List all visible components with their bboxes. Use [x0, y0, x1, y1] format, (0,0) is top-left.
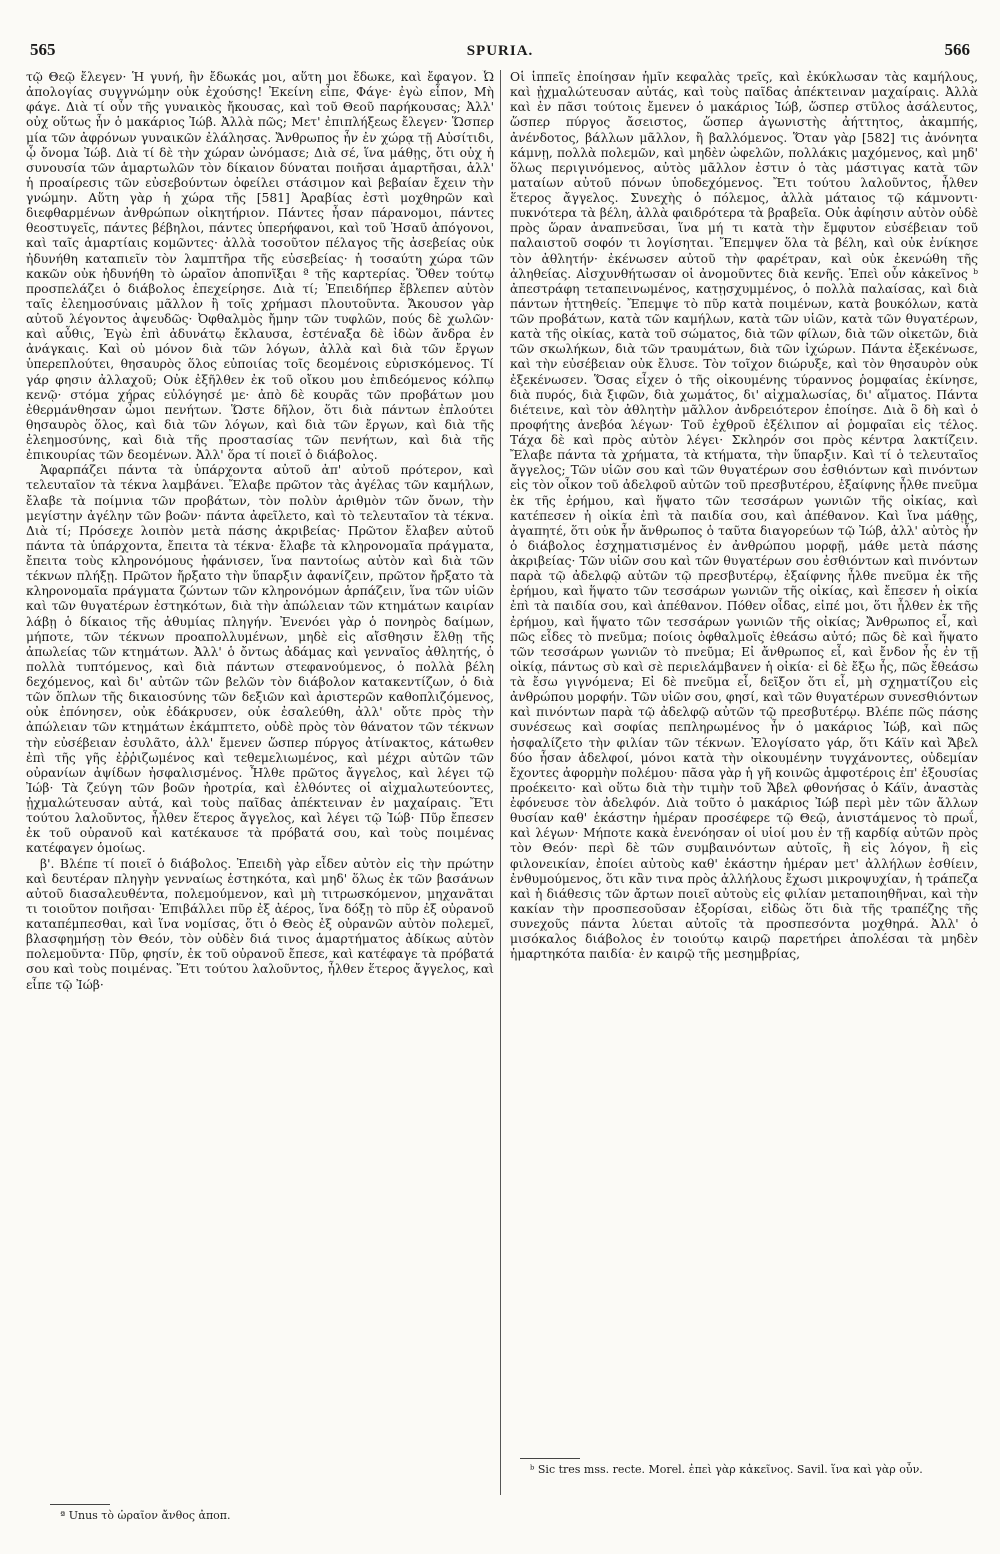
running-header	[30, 40, 970, 66]
page-number-left: 565	[30, 40, 56, 59]
left-paragraph: τῷ Θεῷ ἔλεγεν· Ἡ γυνή, ἣν ἔδωκάς μοι, αὕτη μοι ἔδωκε, καὶ ἔφαγον. Ὦ ἀπολογίας συγγνώμην οὐκ ἐχούσης! Ἐκείνη εἶπε, Φάγε· ἐγὼ εἶπον, Μὴ φάγε. Διὰ τί οὖν τῆς γυναικὸς ἤκουσας, καὶ τοῦ Θεοῦ παρήκουσας; Ἀλλ' οὐχ οὕτως ἦν ὁ μακάριος Ἰώβ. Ἀλλὰ πῶς; Μετ' ἐπιπλήξεως ἔλεγεν· Ὥσπερ μία τῶν ἀφρόνων γυναικῶν ἐλάλησας. Ἄνθρωπος ἦν ἐν χώρᾳ τῇ Αὐσίτιδι, ᾧ ὄνομα Ἰώβ. Διὰ τί δὲ τὴν χώραν ὠνόμασε; Διὰ σέ, ἵνα μάθῃς, ὅτι οὐχ ἡ συνουσία τῶν ἁμαρτωλῶν τὸν δίκαιον δύναται ποιῆσαι ἁμαρτῆσαι, ἀλλ' ἡ προαίρεσις τῶν εὐσεβούντων ὀφείλει στάσιμον καὶ βεβαίαν ἔχειν τὴν γνώμην. Αὕτη γὰρ ἡ χώρα τῆς [581] Ἀραβίας ἐστὶ μοχθηρῶν καὶ διεφθαρμένων ἀνθρώπων οἰκητήριον. Πάντες ἦσαν πάρανομοι, πάντες θεοστυγεῖς, πάντες βέβηλοι, πάντες ὑπερήφανοι, καὶ τοῦ Ἠσαῦ ἀπόγονοι, καὶ ταῖς ἁμαρτίαις κομῶντες· ἀλλὰ τοσοῦτον πέλαγος τῆς ἀσεβείας οὐκ ἠδυνήθη καταπιεῖν τὸν λαμπτῆρα τῆς εὐσεβείας· ἡ τοσαύτη χώρα τῶν κακῶν οὐκ ἠδυνήθη τὸ ὡραῖον ἀποπνῖξαι ª τῆς καρτερίας. Ὅθεν τούτῳ προσπελάζει ὁ διάβολος ἐπεχείρησε. Διὰ τί; Ἐπειδήπερ ἔβλεπεν αὐτὸν ταῖς ἐλεημοσύναις μᾶλλον ἢ τοῖς χρήμασι πλουτοῦντα. Ἄκουσον γὰρ αὐτοῦ λέγοντος ἀψευδῶς· Ὀφθαλμὸς ἤμην τῶν τυφλῶν, πούς δὲ χωλῶν· καὶ αὖθις, Ἐγὼ ἐπὶ ἀδυνάτῳ ἔκλαυσα, ἐστέναξα δὲ ἰδὼν ἄνδρα ἐν ἀνάγκαις. Καὶ οὐ μόνον διὰ τῶν λόγων, ἀλλὰ καὶ διὰ τῶν ἔργων ὑπερεπλούτει, θησαυρὸς ὅλος εὐποιίας τοῖς δεομένοις εὑρισκόμενος. Τί γάρ φησιν ἀλλαχοῦ; Οὐκ ἐξῆλθεν ἐκ τοῦ οἴκου μου ἐπιδεόμενος κόλπῳ κενῷ· στόμα χήρας εὐλόγησέ με· ἀπὸ δὲ κουρᾶς τῶν προβάτων μου ἐθερμάνθησαν ὦμοι πενήτων. Ὥστε δῆλον, ὅτι διὰ πάντων ἐπλούτει θησαυρὸς ὅλος, καὶ διὰ τῶν λόγων, καὶ διὰ τῶν ἔργων, καὶ διὰ τῆς ἐλεημοσύνης, καὶ διὰ τῆς προστασίας τῶν πενήτων, καὶ διὰ τῆς ἐπικουρίας τῶν δεομένων. Ἀλλ' ὅρα τί ποιεῖ ὁ διάβολος.	[26, 70, 494, 463]
right-column	[510, 70, 978, 1465]
running-title: SPURIA.	[466, 43, 534, 59]
column-divider	[500, 70, 501, 1495]
footnote-rule-right	[520, 1458, 580, 1459]
footnote-left: ª Unus τὸ ὡραῖον ἄνθος ἀποπ.	[60, 1509, 231, 1522]
page-number-right: 566	[944, 40, 970, 59]
right-paragraph: Οἱ ἱππεῖς ἐποίησαν ἡμῖν κεφαλὰς τρεῖς, καὶ ἐκύκλωσαν τὰς καμήλους, καὶ ᾐχμαλώτευσαν αὐτάς, καὶ τοὺς παῖδας ἀπέκτειναν μαχαίραις. Ἀλλὰ καὶ ἐν πᾶσι τούτοις ἔμενεν ὁ μακάριος Ἰώβ, ὥσπερ στῦλος ἀσάλευτος, ὥσπερ πύργος ἄσειστος, ὥσπερ ἀγωνιστὴς ἀήττητος, ἀκαμπής, ἀνένδοτος, βάλλων μᾶλλον, ἢ βαλλόμενος. Ὅταν γὰρ [582] τις ἀνόνητα κάμνῃ, πολλὰ πολεμῶν, καὶ μηδὲν ὠφελῶν, πολλάκις μαχόμενος, καὶ μηδ' ὅλως περιγινόμενος, αὐτὸς μᾶλλον ἐστιν ὁ τὰς μάστιγας κατὰ τῶν ματαίων αὐτοῦ πόνων ὑποδεχόμενος. Ἔτι τούτου λαλοῦντος, ἦλθεν ἕτερος ἄγγελος. Συνεχὴς ὁ πόλεμος, ἀλλὰ μάταιος τῷ κάμνοντι· πυκνότερα τὰ βέλη, ἀλλὰ φαιδρότερα τὰ βραβεῖα. Οὐκ ἀφίησιν αὐτὸν οὐδὲ πρὸς ὥραν ἀναπνεῦσαι, ἵνα μή τι κατὰ τὴν ἔμφυτον εὐσέβειαν τοῦ παλαιστοῦ σοφόν τι λογίσηται. Ἔπεμψεν ὅλα τὰ βέλη, καὶ οὐκ ἐνίκησε τὸν ἀθλητήν· ἐκένωσεν αὐτοῦ τὴν φαρέτραν, καὶ οὐκ ἐκενώθη τῆς ἀληθείας. Αἰσχυνθήτωσαν οἱ ἀνομοῦντες διὰ κενῆς. Ἐπεὶ οὖν κἀκεῖνος ᵇ ἀπεστράφη τεταπεινωμένος, κατῃσχυμμένος, ὁ πολλὰ παλαίσας, καὶ διὰ πάντων ἡττηθείς. Ἔπεμψε τὸ πῦρ κατὰ ποιμένων, κατὰ βουκόλων, κατὰ τῶν προβάτων, κατὰ τῶν καμήλων, κατὰ τῶν υἱῶν, κατὰ τῶν θυγατέρων, κατὰ τῆς οἰκίας, κατὰ τοῦ σώματος, διὰ τῶν φίλων, διὰ τῶν οἰκετῶν, διὰ τῶν σκωλήκων, διὰ τῶν τραυμάτων, διὰ τῶν ἰχώρων. Πάντα ἐξεκένωσε, καὶ τὴν εὐσέβειαν οὐκ ἔλυσε. Τὸν τοῖχον διώρυξε, καὶ τὸν θησαυρὸν οὐκ ἐξεκένωσεν. Ὅσας εἶχεν ὁ τῆς οἰκουμένης τύραννος ῥομφαίας ἐκίνησε, διὰ πυρός, διὰ ξιφῶν, διὰ χωμάτος, δι' αἰχμαλωσίας, δι' αἵματος. Πάντα διέτεινε, καὶ τὸν ἀθλητὴν μᾶλλον ἀνδρειότερον ἐποίησε. Διὰ ὃ δὴ καὶ ὁ προφήτης ἀνεβόα λέγων· Τοῦ ἐχθροῦ ἐξέλιπον αἱ ῥομφαῖαι εἰς τέλος. Τάχα δὲ καὶ πρὸς αὐτὸν λέγει· Σκληρόν σοι πρὸς κέντρα λακτίζειν. Ἔλαβε πάντα τὰ χρήματα, τὰ κτήματα, τὴν ὕπαρξιν. Καὶ τί ὁ τελευταῖος ἄγγελος; Τῶν υἱῶν σου καὶ τῶν θυγατέρων σου ἐσθιόντων καὶ πινόντων εἰς τὸν οἶκον τοῦ ἀδελφοῦ αὐτῶν τοῦ πρεσβυτέρου, ἐξαίφνης ἦλθε πνεῦμα ἐκ τῆς ἐρήμου, καὶ ἥψατο τῶν τεσσάρων γωνιῶν τῆς οἰκίας, καὶ κατέπεσεν ἡ οἰκία ἐπὶ τὰ παιδία σου, καὶ ἀπέθανον. Καὶ ἵνα μάθῃς, ἀγαπητέ, ὅτι οὐκ ἦν ἄνθρωπος ὁ ταῦτα διαγορεύων τῷ Ἰώβ, ἀλλ' αὐτὸς ἦν ὁ διάβολος ἐσχηματισμένος ἐν ἀνθρώπου μορφῇ, μάθε μετὰ πάσης ἀκριβείας· Τῶν υἱῶν σου καὶ τῶν θυγατέρων σου ἐσθιόντων καὶ πινόντων παρὰ τῷ ἀδελφῷ αὐτῶν τῷ πρεσβυτέρῳ, ἐξαίφνης ἦλθε πνεῦμα ἐκ τῆς ἐρήμου, καὶ ἥψατο τῶν τεσσάρων γωνιῶν τῆς οἰκίας, καὶ ἔπεσεν ἡ οἰκία ἐπὶ τὰ παιδία σου, καὶ ἀπέθανον. Πόθεν οἶδας, εἰπέ μοι, ὅτι ἦλθεν ἐκ τῆς ἐρήμου, καὶ ἥψατο τῶν τεσσάρων γωνιῶν τῆς οἰκίας; Ἄνθρωπος εἶ, καὶ πῶς εἶδες τὸ πνεῦμα; ποίοις ὀφθαλμοῖς ἐθεάσω αὐτό; πῶς δὲ καὶ ἥψατο τῶν τεσσάρων γωνιῶν τὸ πνεῦμα; Εἰ ἄνθρωπος εἶ, καὶ ἔνδον ἦς ἐν τῇ οἰκίᾳ, πάντως σὺ καὶ σὲ περιελάμβανεν ἡ οἰκία· εἰ δὲ ἔξω ἦς, πῶς ἔθεάσω τὰ ἔσω γιγνόμενα; Εἰ δὲ πνεῦμα εἶ, δεῖξον ὅτι εἶ, μὴ σχηματίζου εἰς ἀνθρώπου μορφήν. Τῶν υἱῶν σου, φησί, καὶ τῶν θυγατέρων συνεσθιόντων καὶ πινόντων παρὰ τῷ ἀδελφῷ αὐτῶν τῷ πρεσβυτέρῳ. Βλέπε πῶς πάσης συνέσεως καὶ σοφίας πεπληρωμένος ἦν ὁ μακάριος Ἰώβ, καὶ πῶς ἠσφαλίζετο τὴν φιλίαν τῶν τέκνων. Ἐλογίσατο γάρ, ὅτι Κάϊν καὶ Ἄβελ δύο ἦσαν ἀδελφοί, μόνοι κατὰ τὴν οἰκουμένην τυγχάνοντες, οὐδεμίαν ἔχοντες ἀφορμὴν πολέμου· πᾶσα γὰρ ἡ γῆ κοινῶς ἀμφοτέροις ἐπ' ἐξουσίας προέκειτο· καὶ οὕτω διὰ τὴν τιμὴν τοῦ Ἄβελ φθονήσας ὁ Κάϊν, ἀναστὰς ἐφόνευσε τὸν ἀδελφόν. Διὰ τοῦτο ὁ μακάριος Ἰώβ περὶ μὲν τῶν ἄλλων θυσίαν καθ' ἑκάστην ἡμέραν προσέφερε τῷ Θεῷ, ἀνιστάμενος τὸ πρωΐ, καὶ λέγων· Μήποτε κακὰ ἐνενόησαν οἱ υἱοί μου ἐν τῇ καρδίᾳ αὐτῶν πρὸς τὸν Θεόν· περὶ δὲ τῶν συμβαινόντων αὐτοῖς, ἢ εἰς λόγον, ἢ εἰς φιλονεικίαν, ἐποίει αὐτοὺς καθ' ἑκάστην ἡμέραν μετ' ἀλλήλων ἐσθίειν, ἐνθυμούμενος, ὅτι κἂν τινα πρὸς ἀλλήλους ἔχωσι μικροψυχίαν, ἡ τράπεζα καὶ ἡ διάθεσις τῶν ἄρτων ποιεῖ αὐτοὺς εἰς φιλίαν μεταποιηθῆναι, καὶ τὴν κακίαν τὴν προσπεσοῦσαν ἐξορίσαι, εἰδὼς ὅτι διὰ τῆς τραπέζης τῆς συνεχοῦς πάντα λύεται αὐτοῖς τὰ προσπεσόντα μοχθηρά. Ἀλλ' ὁ μισόκαλος διάβολος ἐν τοιούτῳ καιρῷ παρετήρει ἀπολέσαι τὰ μηδὲν ἡμαρτηκότα παιδία· ἐν καιρῷ τῆς μεσημβρίας,	[510, 70, 978, 962]
left-paragraph: Ἁφαρπάζει πάντα τὰ ὑπάρχοντα αὐτοῦ ἀπ' αὐτοῦ πρότερον, καὶ τελευταῖον τὰ τέκνα λαμβάνει. Ἔλαβε πρῶτον τὰς ἀγέλας τῶν καμήλων, ἔλαβε τὰ ποίμνια τῶν προβάτων, τὸν πολὺν ἀριθμὸν τῶν ὄνων, τὴν μεγίστην ἀγέλην τῶν βοῶν· πάντα ἀφεῖλετο, καὶ τὸ τελευταῖον τὰ τέκνα. Διὰ τί; Πρόσεχε λοιπὸν μετὰ πάσης ἀκριβείας· Πρῶτον ἔλαβεν αὐτοῦ πάντα τὰ ὑπάρχοντα, ἔπειτα τὰ τέκνα· ἔλαβε τὰ κληρονομαῖα πράγματα, ἔπειτα τοὺς κληρονόμους ἠφάνισεν, ἵνα παντοίως αὐτὸν καὶ διὰ τῶν τέκνων πλήξῃ. Πρῶτον ἤρξατο τὴν ὕπαρξιν ἀφανίζειν, πρῶτον ἤρξατο τὰ κληρονομαῖα πράγματα ζώντων τῶν κληρονόμων ἁρπάζειν, ἵνα τῶν υἱῶν καὶ τῶν θυγατέρων ἐστηκότων, διὰ τὴν ἀπώλειαν τῶν κτημάτων καιρίαν λάβῃ ὁ δίκαιος τῆς ἀθυμίας πληγήν. Ἐνενόει γὰρ ὁ πονηρὸς δαίμων, μήποτε, τῶν τέκνων προαπολλυμένων, μηδὲ εἰς αἴσθησιν ἔλθῃ τῆς ἀπωλείας τῶν κτημάτων. Ἀλλ' ὁ ὄντως ἀδάμας καὶ γενναῖος ἀθλητής, ὁ πολλὰ τυπτόμενος, καὶ διὰ πάντων στεφανούμενος, ὁ πολλὰ βέλη δεχόμενος, καὶ δι' αὐτῶν τῶν βελῶν τὸν διάβολον κατακεντίζων, ὁ διὰ τῶν ὅπλων τῆς δικαιοσύνης τῶν δεξιῶν καὶ ἀριστερῶν καθοπλιζόμενος, οὐκ ἐπόνησεν, οὐκ ἐδάκρυσεν, οὐκ ἐσαλεύθη, ἀλλ' οὔτε πρὸς τὴν ἀπώλειαν τῶν κτημάτων ἐκάμπτετο, οὐδὲ πρὸς τὸν θάνατον τῶν τέκνων τὴν εὐσέβειαν ἐσυλᾶτο, ἀλλ' ἔμενεν ὥσπερ πύργος ἀτίνακτος, κάτωθεν ἐπὶ τῆς γῆς ἐῤῥιζωμένος καὶ τεθεμελιωμένος, καὶ μέχρι αὐτῶν τῶν οὐρανίων ἀψίδων ἠσφαλισμένος. Ἦλθε πρῶτος ἄγγελος, καὶ λέγει τῷ Ἰώβ· Τὰ ζεύγη τῶν βοῶν ἠροτρία, καὶ ἐλθόντες οἱ αἰχμαλωτεύοντες, ᾐχμαλώτευσαν αὐτά, καὶ τοὺς παῖδας ἀπέκτειναν ἐν μαχαίραις. Ἔτι τούτου λαλοῦντος, ἦλθεν ἕτερος ἄγγελος, καὶ λέγει τῷ Ἰώβ· Πῦρ ἔπεσεν ἐκ τοῦ οὐρανοῦ καὶ κατέκαυσε τὰ πρόβατά σου, καὶ τοὺς ποιμένας κατέφαγεν ὁμοίως.	[26, 463, 494, 856]
footnote-right: ᵇ Sic tres mss. recte. Morel. ἐπεὶ γὰρ κἀκεῖνος. Savil. ἵνα καὶ γὰρ οὖν.	[530, 1463, 923, 1476]
left-paragraph: β'. Βλέπε τί ποιεῖ ὁ διάβολος. Ἐπειδὴ γὰρ εἶδεν αὐτὸν εἰς τὴν πρώτην καὶ δευτέραν πληγὴν γενναίως ἑστηκότα, καὶ μηδ' ὅλως ἐκ τῶν βασάνων αὐτοῦ διασαλευθέντα, πολεμούμενον, καὶ μὴ τιτρωσκόμενον, μηχανᾶται τι τοιοῦτον ποιῆσαι· Ἐπιβάλλει πῦρ ἐξ ἀέρος, ἵνα δόξῃ τὸ πῦρ ἐξ οὐρανοῦ καταπέμπεσθαι, καὶ ἵνα νομίσας, ὅτι ὁ Θεὸς ἐξ οὐρανῶν αὐτὸν πολεμεῖ, βλασφημήσῃ τὸν Θεόν, τὸν οὐδὲν διά τινος ἁμαρτήματος ἀδίκως αὐτὸν πολεμοῦντα· Πῦρ, φησίν, ἐκ τοῦ οὐρανοῦ ἔπεσε, καὶ κατέφαγε τὰ πρόβατά σου καὶ τοὺς ποιμένας. Ἔτι τούτου λαλοῦντος, ἦλθεν ἕτερος ἄγγελος, καὶ εἶπε τῷ Ἰώβ·	[26, 856, 494, 992]
footnote-rule-left	[50, 1504, 110, 1505]
left-column	[26, 70, 494, 1502]
